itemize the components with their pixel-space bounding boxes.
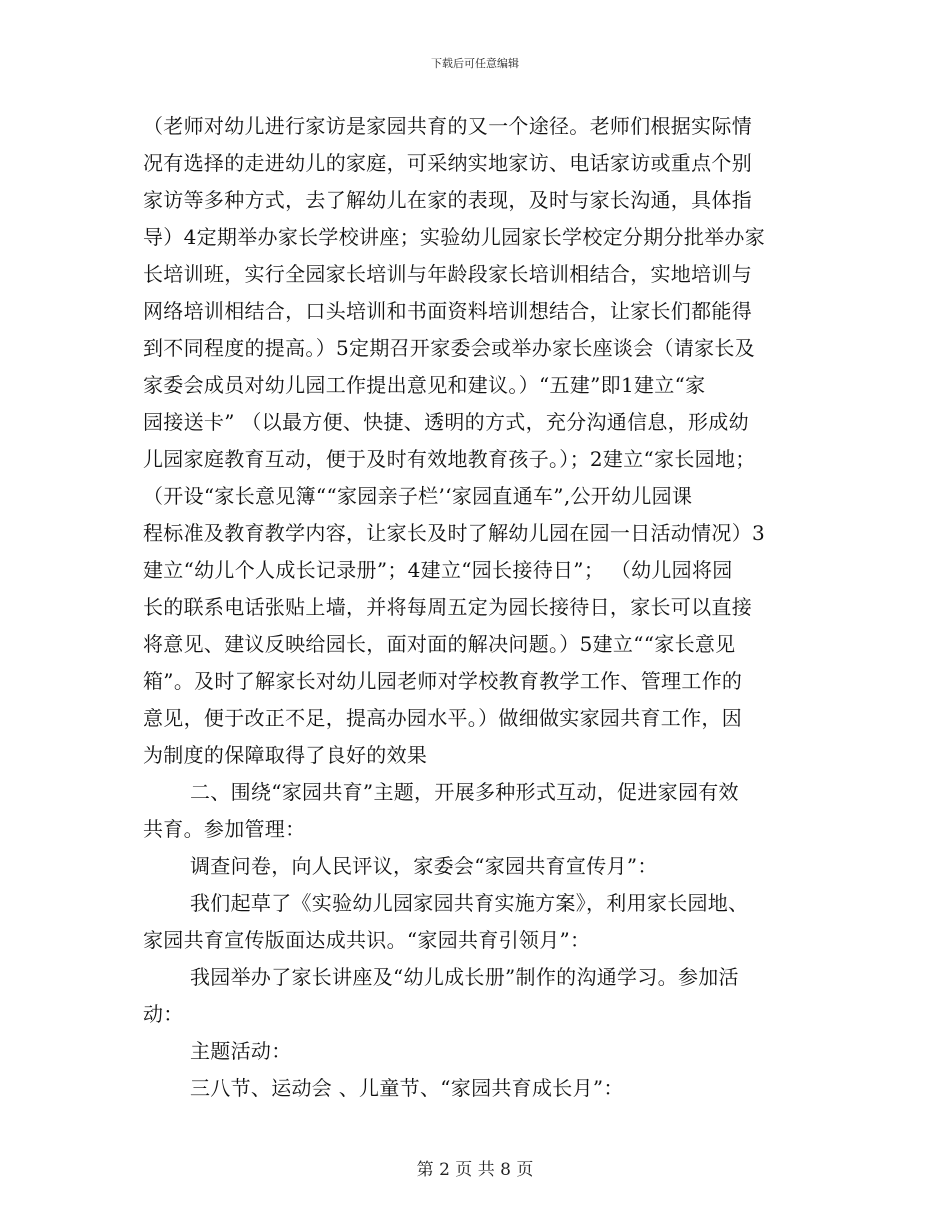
paragraph-line: 为制度的保障取得了良好的效果 [143,743,428,767]
paragraph-line: 家园共育宣传版面达成共识。“家园共育引领月”： [143,928,591,952]
section-heading: 二、围绕“家园共育”主题，开展多种形式互动，促进家园有效 [190,780,739,804]
paragraph-line: 家访等多种方式，去了解幼儿在家的表现，及时与家长沟通，具体指 [143,188,752,212]
paragraph-line: 主题活动： [190,1039,292,1063]
paragraph-line: （开设“家长意见簿““家园亲子栏’‘家园直通车”,公开幼儿园课 [143,484,693,508]
paragraph-line: 网络培训相结合，口头培训和书面资料培训想结合，让家长们都能得 [143,299,752,323]
paragraph-line: 我们起草了《实验幼儿园家园共育实施方案》，利用家长园地、 [190,891,749,915]
paragraph-line: 将意见、建议反映给园长，面对面的解决问题。）5建立““家长意见 [143,632,736,656]
paragraph-line: 程标准及教育教学内容，让家长及时了解幼儿园在园一日活动情况）3 [143,521,766,545]
paragraph-line: 箱”。及时了解家长对幼儿园老师对学校教育教学工作、管理工作的 [143,669,743,693]
paragraph-line: 园接送卡” （以最方便、快捷、透明的方式，充分沟通信息，形成幼 [143,410,749,434]
paragraph-line: 长培训班，实行全园家长培训与年龄段家长培训相结合，实地培训与 [143,262,752,286]
paragraph-line: 况有选择的走进幼儿的家庭，可采纳实地家访、电话家访或重点个别 [143,151,752,175]
paragraph-line: 长的联系电话张贴上墙，并将每周五定为园长接待日，家长可以直接 [143,595,752,619]
page-number: 第 2 页 共 8 页 [416,1160,534,1180]
paragraph-line: 三八节、运动会 、儿童节、“家园共育成长月”： [190,1076,624,1100]
paragraph-line: 意见，便于改正不足，提高办园水平。）做细做实家园共育工作，因 [143,706,742,730]
paragraph-line: 建立“幼儿个人成长记录册”；4建立“园长接待日”； （幼儿园将园 [143,558,733,582]
paragraph-line: 儿园家庭教育互动，便于及时有效地教育孩子。）；2建立“家长园地； [143,447,756,471]
paragraph-line: 动： [143,1002,184,1026]
paragraph-line: 我园举办了家长讲座及“幼儿成长册”制作的沟通学习。参加活 [190,965,739,989]
paragraph-line: 调查问卷，向人民评议，家委会“家园共育宣传月”： [190,854,658,878]
paragraph-line: 到不同程度的提高。）5定期召开家委会或举办家长座谈会（请家长及 [143,336,756,360]
paragraph-line: 导）4定期举办家长学校讲座；实验幼儿园家长学校定分期分批举办家 [143,225,766,249]
page-header: 下载后可任意编辑 [431,57,519,70]
paragraph-line: （老师对幼儿进行家访是家园共育的又一个途径。老师们根据实际情 [143,114,752,138]
paragraph-line: 家委会成员对幼儿园工作提出意见和建议。）“五建”即1建立“家 [143,373,706,397]
paragraph-line: 共育。参加管理： [143,817,306,841]
